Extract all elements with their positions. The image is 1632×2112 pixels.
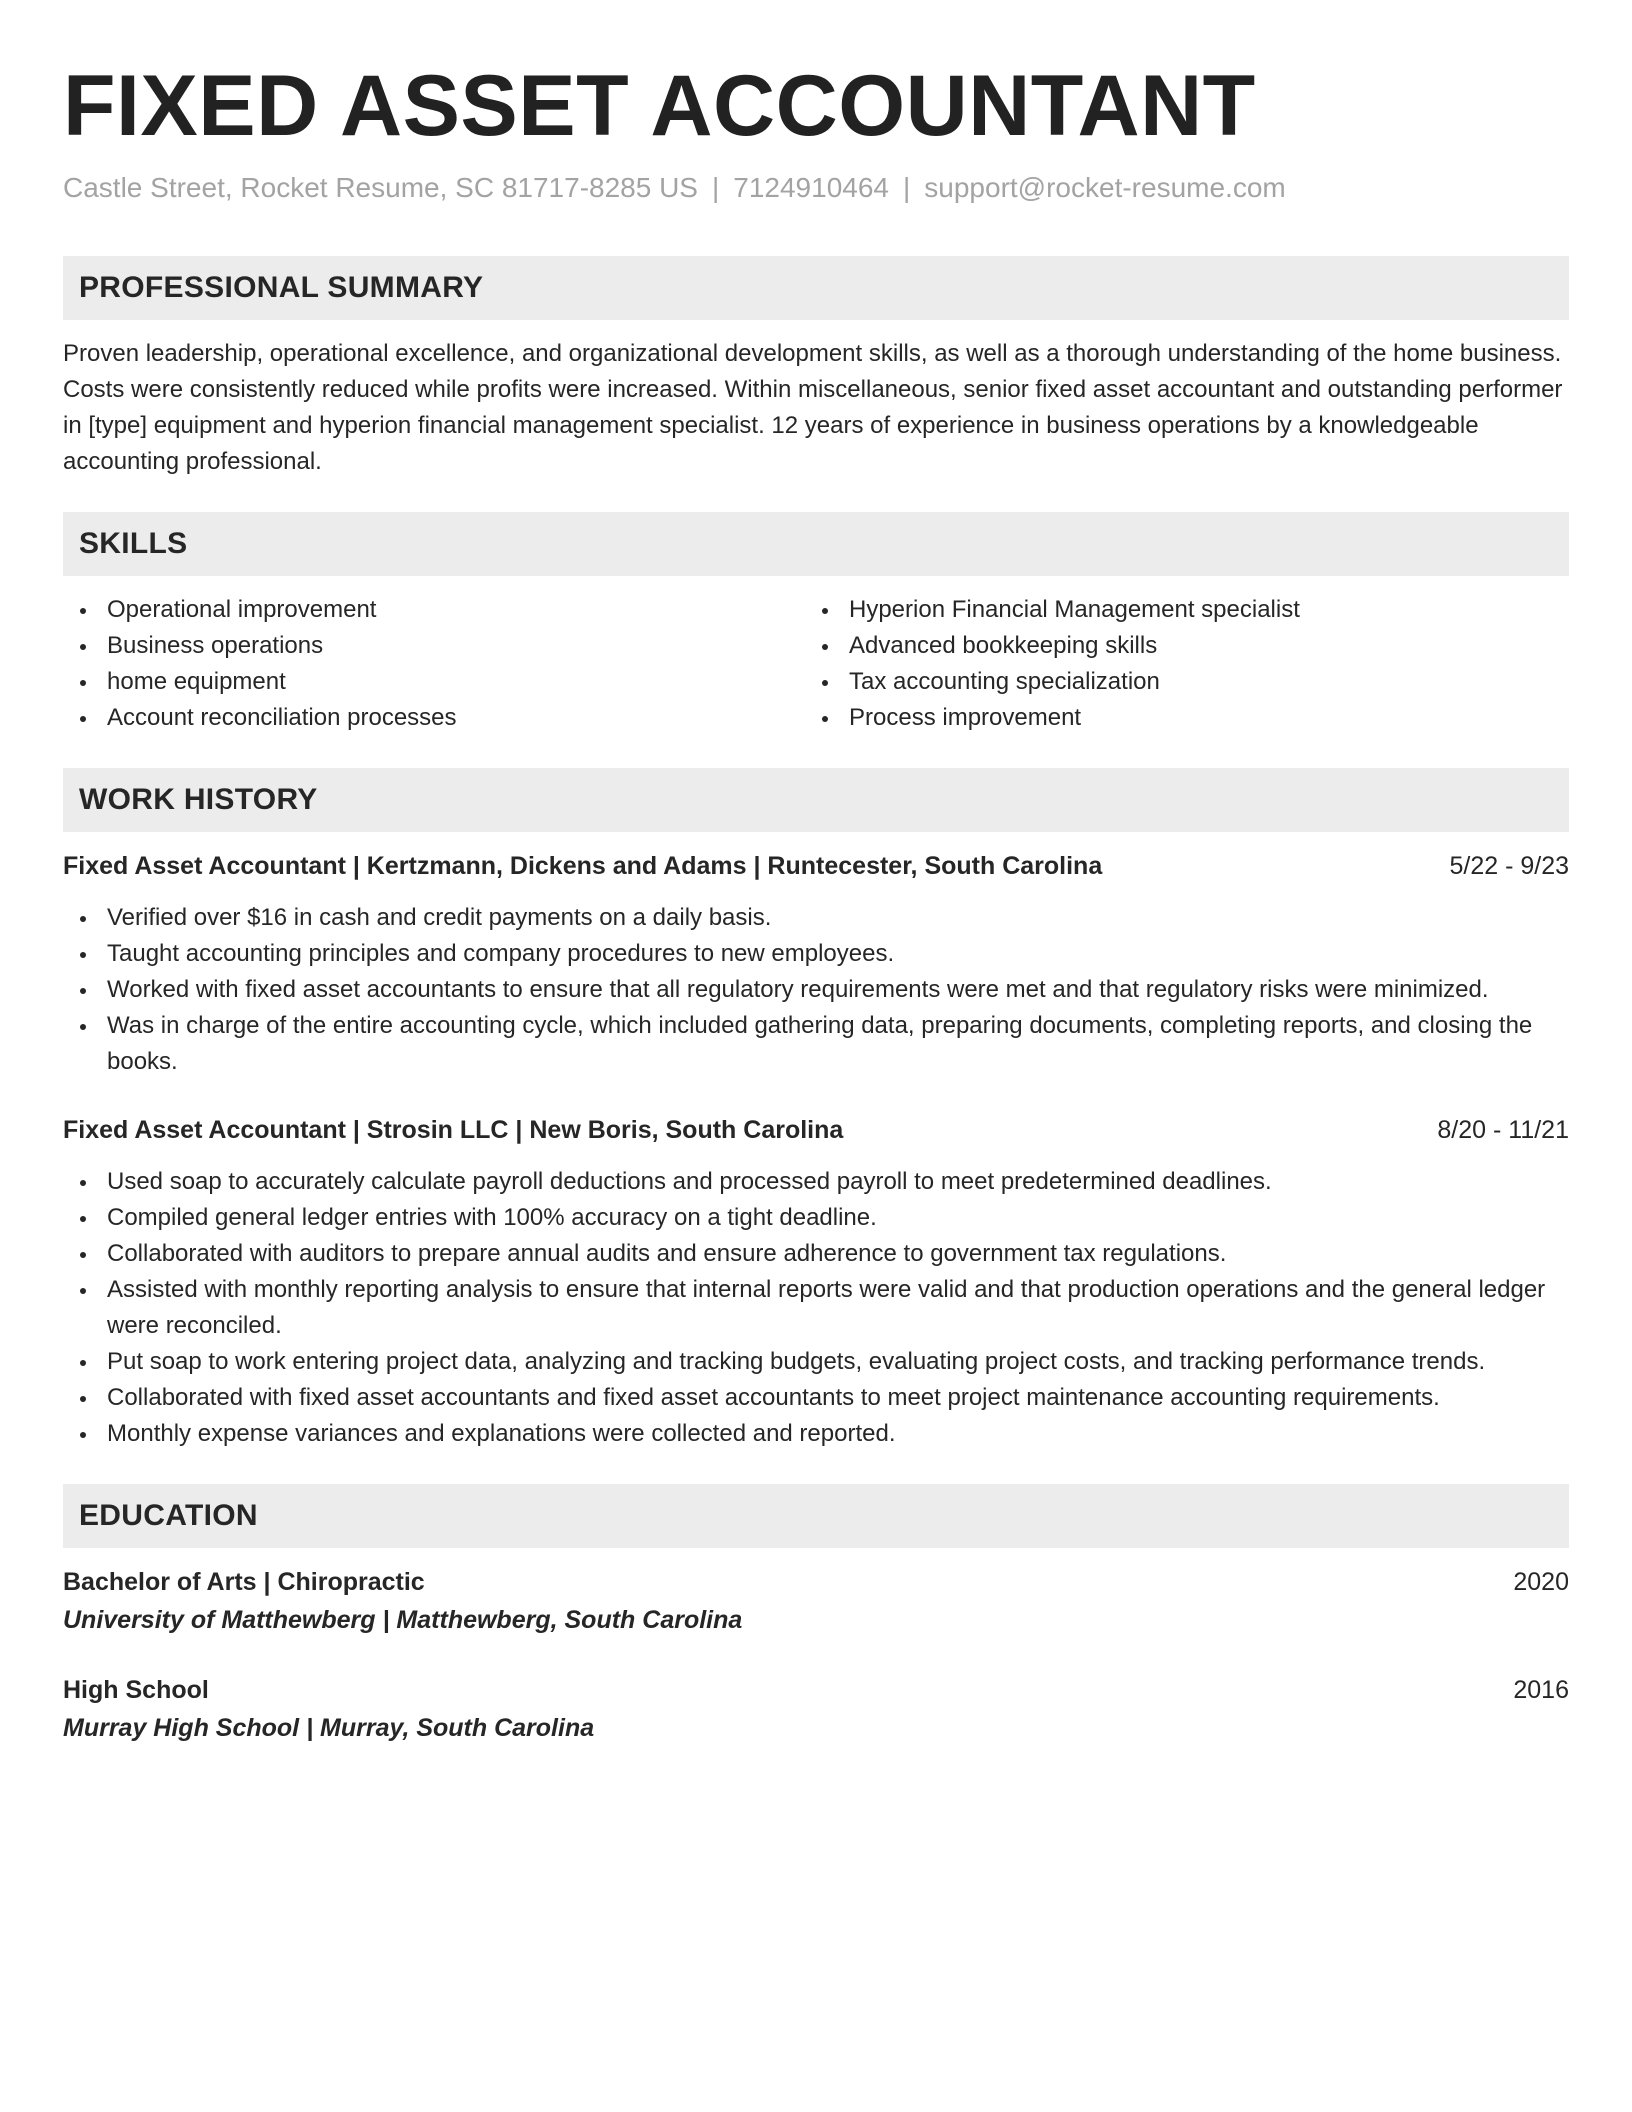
job-dates: 5/22 - 9/23 xyxy=(1449,852,1569,880)
education-school: University of Matthewberg | Matthewberg, South Carolina xyxy=(63,1606,743,1634)
skill-item: Operational improvement xyxy=(63,592,805,628)
job-bullet: Collaborated with fixed asset accountants and fixed asset accountants to meet project maintenance accounting requirements. xyxy=(63,1380,1569,1416)
education-heading: EDUCATION xyxy=(63,1484,1569,1548)
job-entry xyxy=(63,1112,1569,1452)
job-header xyxy=(63,1112,1569,1148)
job-bullet: Compiled general ledger entries with 100% accuracy on a tight deadline. xyxy=(63,1200,1569,1236)
education-year: 2016 xyxy=(1513,1676,1569,1704)
summary-heading: PROFESSIONAL SUMMARY xyxy=(63,256,1569,320)
work-history-heading: WORK HISTORY xyxy=(63,768,1569,832)
education-entry xyxy=(63,1564,1569,1640)
job-dates: 8/20 - 11/21 xyxy=(1437,1116,1569,1144)
summary-text: Proven leadership, operational excellence, and organizational development skills, as well as a thorough understanding of the home business. Costs were consistently reduced while profits were increased. Within miscellaneous, senior fixed asset accountant and outstanding performer in [type] equipment and hyperion financial management specialist. 12 years of experience in business operations by a knowledgeable accounting professional. xyxy=(63,340,1563,475)
skills-columns xyxy=(63,592,1569,736)
job-bullets xyxy=(63,1164,1569,1452)
skill-item: Account reconciliation processes xyxy=(63,700,805,736)
job-title: Fixed Asset Accountant | Strosin LLC | New Boris, South Carolina xyxy=(63,1116,844,1144)
skills-heading: SKILLS xyxy=(63,512,1569,576)
contact-email: support@rocket-resume.com xyxy=(924,172,1286,203)
job-bullet: Collaborated with auditors to prepare annual audits and ensure adherence to government tax regulations. xyxy=(63,1236,1569,1272)
contact-phone: 7124910464 xyxy=(733,172,889,203)
education-entry xyxy=(63,1672,1569,1748)
skill-item: home equipment xyxy=(63,664,805,700)
job-bullet: Monthly expense variances and explanations were collected and reported. xyxy=(63,1416,1569,1452)
job-bullets xyxy=(63,900,1569,1080)
contact-separator: | xyxy=(711,172,720,203)
resume-name: FIXED ASSET ACCOUNTANT xyxy=(63,58,1256,154)
skill-item: Tax accounting specialization xyxy=(805,664,1547,700)
education-degree: High School xyxy=(63,1676,209,1704)
contact-address: Castle Street, Rocket Resume, SC 81717-8285 US xyxy=(63,172,698,203)
skills-list-right xyxy=(805,592,1547,736)
education-header xyxy=(63,1564,1569,1600)
skills-list-left xyxy=(63,592,805,736)
skill-item: Business operations xyxy=(63,628,805,664)
education-year: 2020 xyxy=(1513,1568,1569,1596)
job-bullet: Assisted with monthly reporting analysis to ensure that internal reports were valid and that production operations and the general ledger were reconciled. xyxy=(63,1272,1569,1344)
job-bullet: Was in charge of the entire accounting cycle, which included gathering data, preparing documents, completing reports, and closing the books. xyxy=(63,1008,1569,1080)
job-bullet: Taught accounting principles and company procedures to new employees. xyxy=(63,936,1569,972)
job-bullet: Put soap to work entering project data, analyzing and tracking budgets, evaluating project costs, and tracking performance trends. xyxy=(63,1344,1569,1380)
education-header xyxy=(63,1672,1569,1708)
skill-item: Process improvement xyxy=(805,700,1547,736)
job-entry xyxy=(63,848,1569,1080)
education-degree: Bachelor of Arts | Chiropractic xyxy=(63,1568,425,1596)
job-title: Fixed Asset Accountant | Kertzmann, Dickens and Adams | Runtecester, South Carolina xyxy=(63,852,1103,880)
job-bullet: Used soap to accurately calculate payroll deductions and processed payroll to meet predetermined deadlines. xyxy=(63,1164,1569,1200)
skill-item: Hyperion Financial Management specialist xyxy=(805,592,1547,628)
job-bullet: Verified over $16 in cash and credit payments on a daily basis. xyxy=(63,900,1569,936)
job-header xyxy=(63,848,1569,884)
education-school: Murray High School | Murray, South Carolina xyxy=(63,1714,595,1742)
skill-item: Advanced bookkeeping skills xyxy=(805,628,1547,664)
contact-line xyxy=(63,170,1569,206)
job-bullet: Worked with fixed asset accountants to ensure that all regulatory requirements were met and that regulatory risks were minimized. xyxy=(63,972,1569,1008)
contact-separator: | xyxy=(903,172,911,203)
